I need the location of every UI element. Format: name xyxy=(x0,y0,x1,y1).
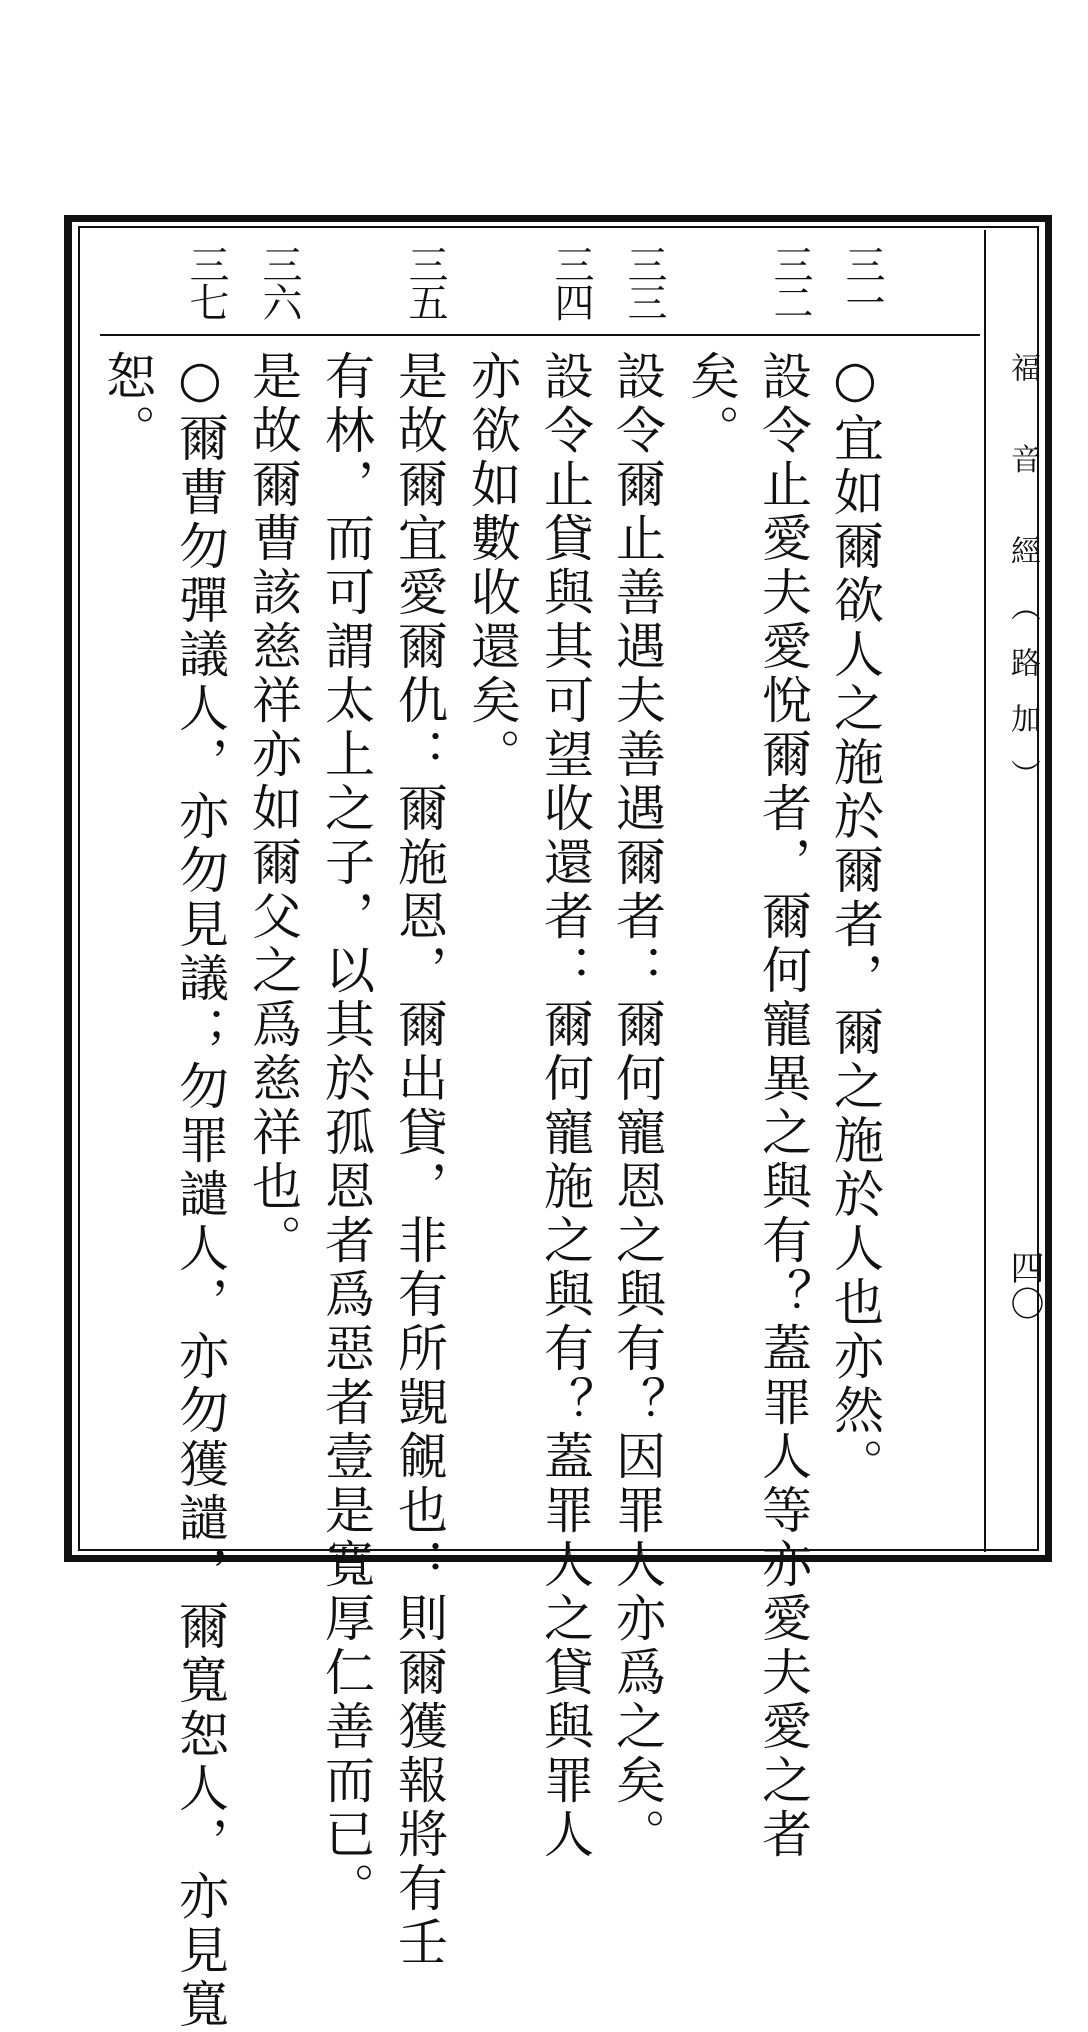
text-column-8: 有林，而可謂太上之子，以其於孤恩者爲惡者壹是寬厚仁善而已。 xyxy=(317,350,375,1916)
verse-number-34: 三四 xyxy=(548,244,594,320)
verse-number-32: 三二 xyxy=(767,244,813,320)
verse-number-36: 三六 xyxy=(256,244,302,320)
text-column-5: 設令止貸與其可望收還者：爾何寵施之與有？蓋罪人之貸與罪人 xyxy=(536,350,594,1862)
verse-number-divider xyxy=(100,334,980,336)
text-column-6: 亦欲如數收還矣。 xyxy=(463,350,521,782)
running-head-divider xyxy=(984,230,986,1552)
text-column-3: 矣。 xyxy=(682,350,740,458)
text-column-4: 設令爾止善遇夫善遇爾者：爾何寵恩之與有？因罪人亦爲之矣。 xyxy=(608,350,666,1862)
verse-number-33: 三三 xyxy=(621,244,667,320)
verse-number-37: 三七 xyxy=(183,244,229,320)
text-column-1: ○宜如爾欲人之施於爾者，爾之施於人也亦然。 xyxy=(826,350,884,1492)
text-column-10: ○爾曹勿彈議人，亦勿見議；勿罪譴人，亦勿獲譴，爾寬恕人，亦見寬 xyxy=(171,350,229,2032)
running-head-title: 福 音 經（路加） xyxy=(1005,352,1040,816)
verse-number-35: 三五 xyxy=(402,244,448,320)
verse-number-31: 三一 xyxy=(839,244,885,320)
text-column-7: 是故爾宜愛爾仇：爾施恩，爾出貸，非有所覬覦也：則爾獲報將有壬 xyxy=(390,350,448,1970)
text-column-9: 是故爾曹該慈祥亦如爾父之爲慈祥也。 xyxy=(244,350,302,1268)
page-number: 四〇 xyxy=(1004,1250,1044,1322)
text-column-2: 設令止愛夫愛悅爾者，爾何寵異之與有？蓋罪人等亦愛夫愛之者 xyxy=(754,350,812,1862)
text-column-11: 恕。 xyxy=(98,350,156,458)
